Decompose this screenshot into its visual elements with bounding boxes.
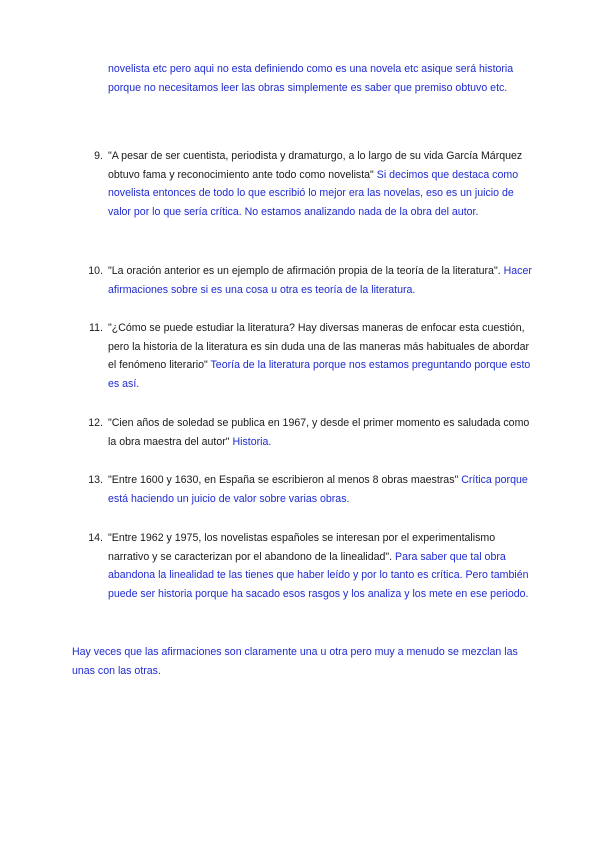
item-number: 9. [94,150,103,162]
item-number: 10. [88,265,103,277]
item-number: 11. [89,322,103,334]
item-quote: "La oración anterior es un ejemplo de afirmación propia de la teoría de la literatura". [108,265,501,277]
item-answer: Teoría de la literatura porque nos estamos preguntando porque esto es así. [108,359,531,390]
item-quote: "Entre 1962 y 1975, los novelistas españoles se interesan por el experimentalismo narrativo y se caracterizan por el abandono de la linealidad". [108,532,496,563]
item-quote: "A pesar de ser cuentista, periodista y dramaturgo, a lo largo de su vida García Márquez obtuvo fama y reconocimiento ante todo como novelista" [108,150,523,181]
item-answer: Para saber que tal obra abandona la linealidad te las tienes que haber leído y por lo tanto es crítica. Pero también puede ser historia porque ha sacado esos rasgos y los analiza y los mete en ese periodo. [108,550,529,600]
item-answer: Hacer afirmaciones sobre si es una cosa u otra es teoría de la literatura. [108,265,532,296]
item-quote: "¿Cómo se puede estudiar la literatura? Hay diversas maneras de enfocar esta cuestión, pero la historia de la literatura es sin duda una de las maneras más habituales de abordar el fenómeno literario" [108,322,530,372]
item-number: 14. [88,532,103,544]
list-item-13 [88,471,538,508]
item-answer: Historia. [232,435,272,448]
list-item-9 [94,147,538,221]
item-answer: Crítica porque está haciendo un juicio de valor sobre varias obras. [108,474,528,505]
item-quote: "Entre 1600 y 1630, en España se escribieron al menos 8 obras maestras" [108,474,459,486]
item-number: 13. [88,474,103,486]
list-item-10 [88,262,538,299]
list-item-12 [88,414,538,451]
intro-continuation: novelista etc pero aqui no esta definiendo como es una novela etc asique será historia porque no necesitamos leer las obras simplemente es saber que premiso obtuvo etc. [108,63,514,94]
list-item-11 [89,319,538,393]
item-number: 12. [88,417,103,429]
closing-paragraph: Hay veces que las afirmaciones son claramente una u otra pero muy a menudo se mezclan las unas con las otras. [72,646,518,677]
item-quote: "Cien años de soledad se publica en 1967, y desde el primer momento es saludada como la obra maestra del autor" [108,417,530,448]
item-answer: Si decimos que destaca como novelista entonces de todo lo que escribió lo mejor era las novelas, eso es un juicio de valor por lo que sería crítica. No estamos analizando nada de la obra del autor. [108,168,519,218]
list-item-14 [88,529,538,603]
